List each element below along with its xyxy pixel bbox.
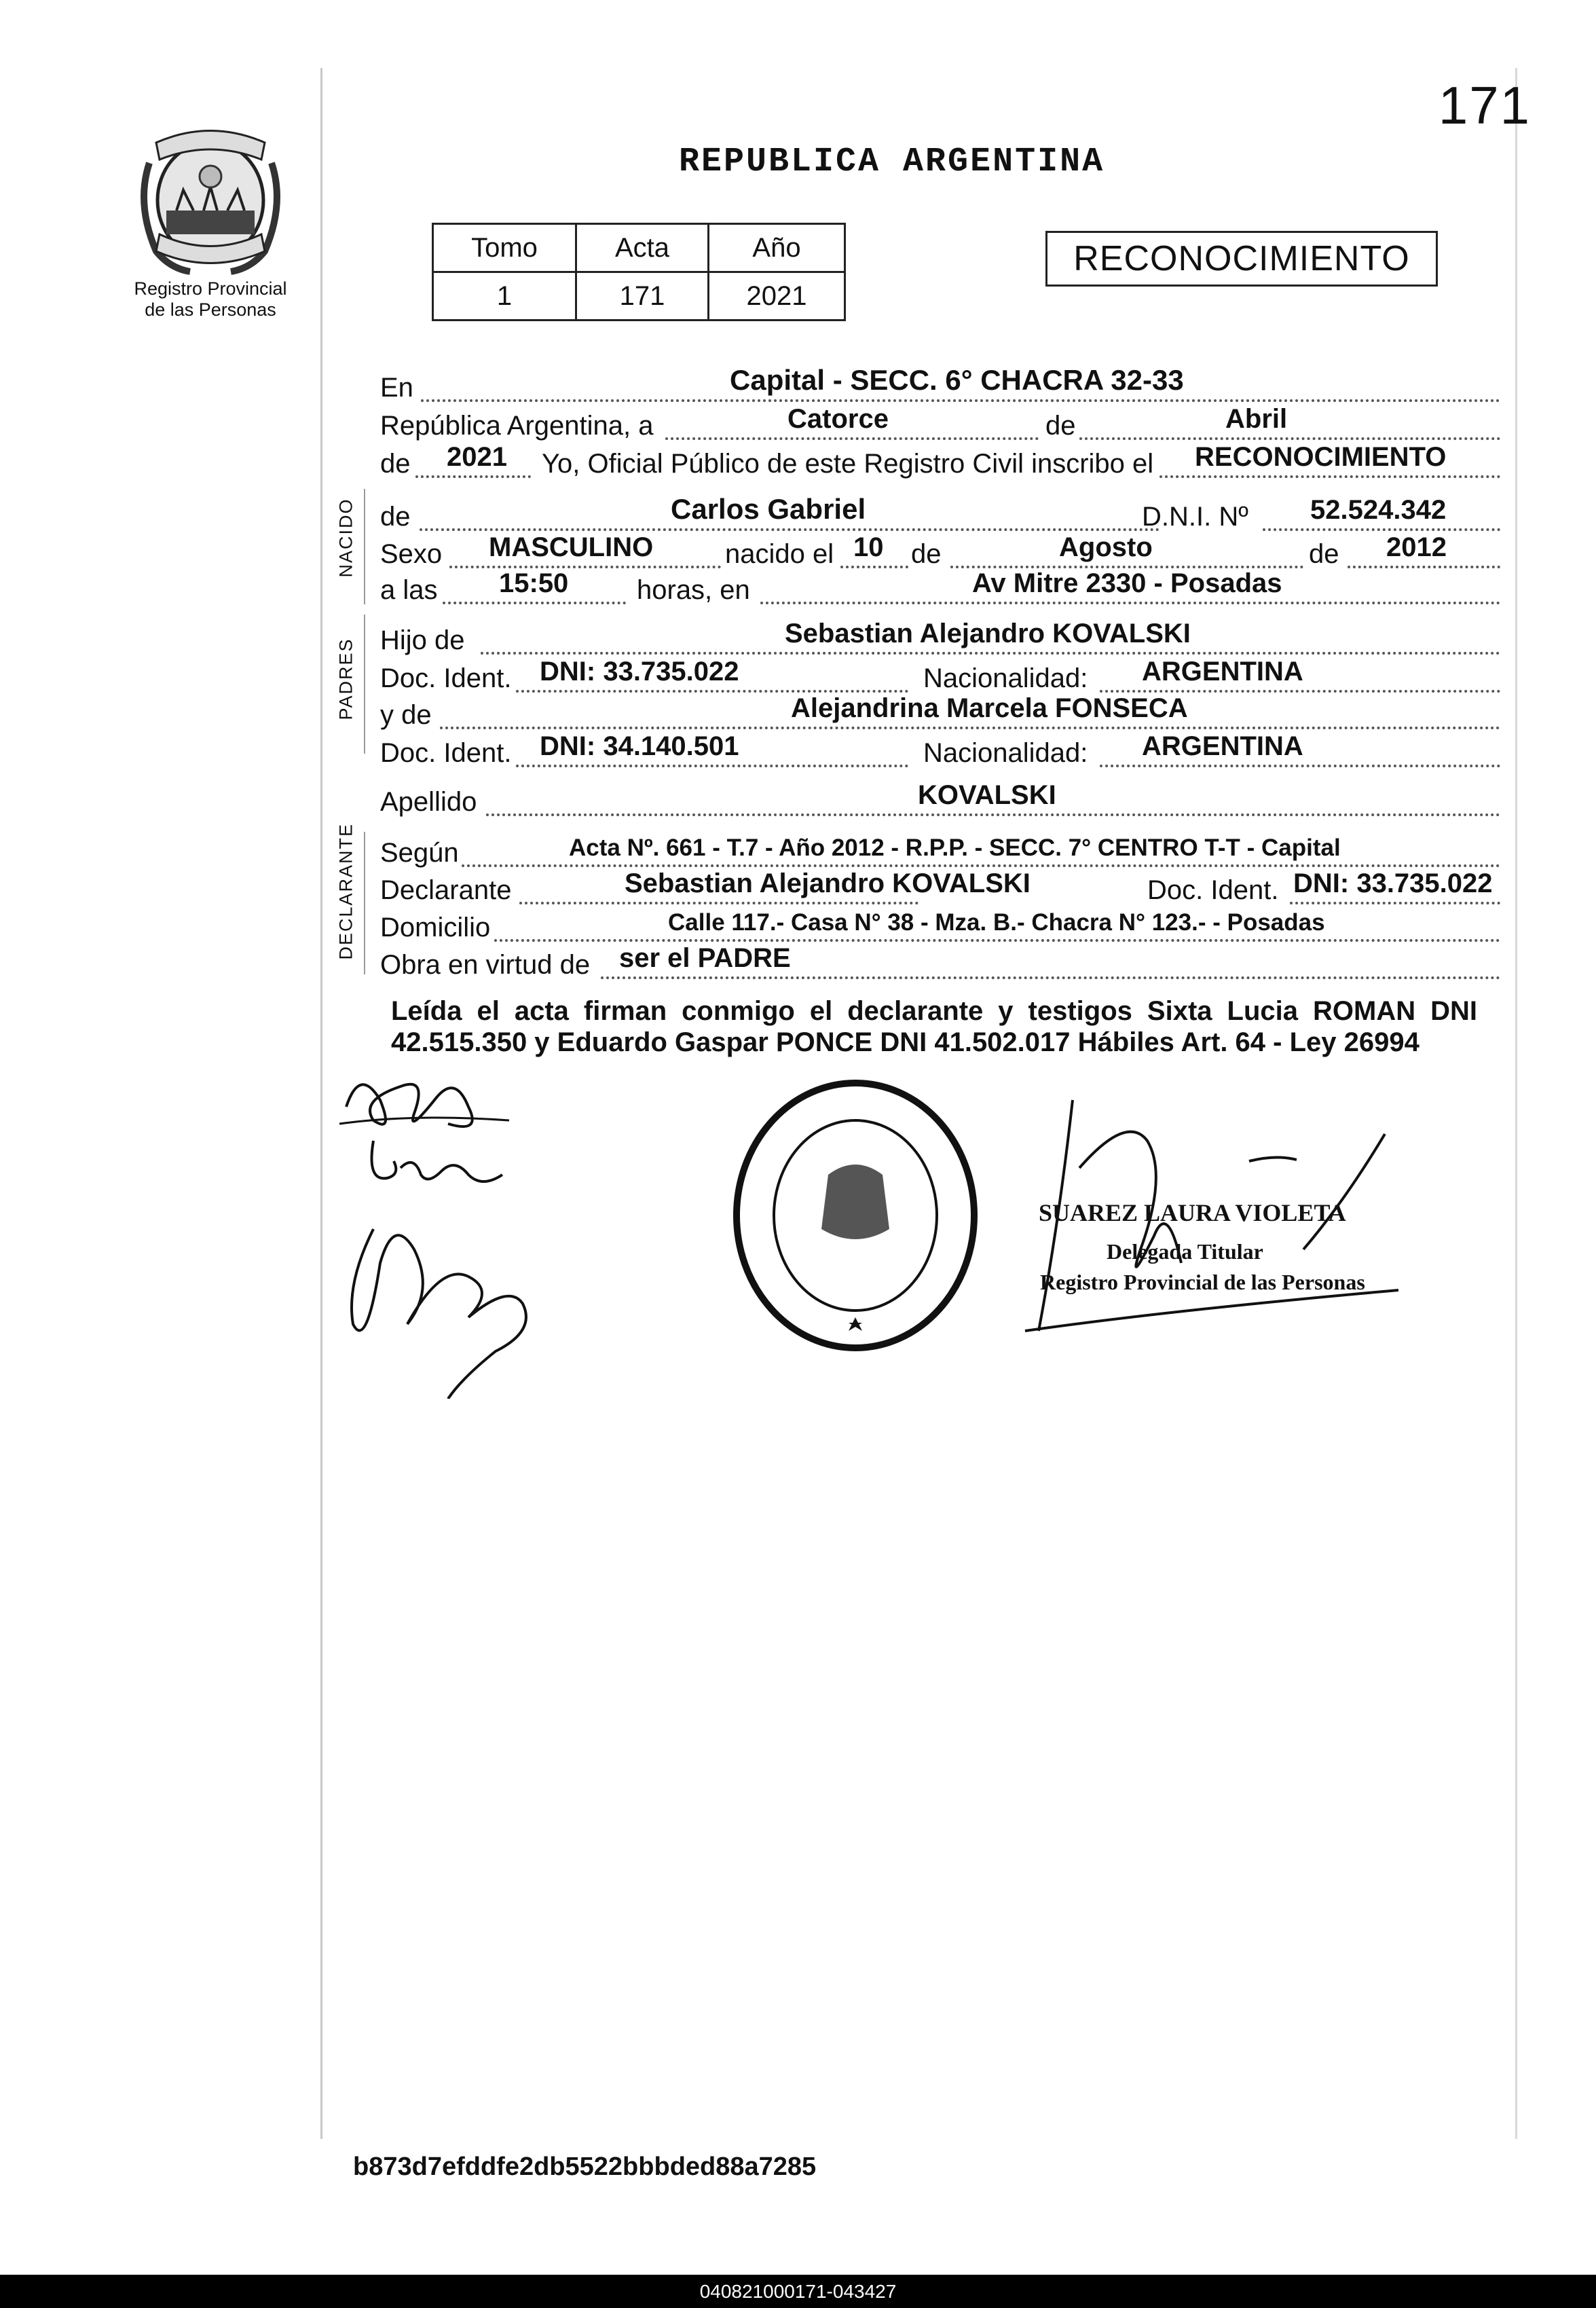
value-mother-nationality: ARGENTINA (1142, 731, 1303, 761)
label-declarante: Declarante (380, 875, 512, 905)
left-margin-rule (320, 68, 322, 2139)
volume-value-acta: 171 (576, 272, 709, 320)
label-dni: D.N.I. Nº (1142, 502, 1248, 532)
volume-table (432, 223, 846, 321)
label-hijo: Hijo de (380, 625, 465, 655)
section-label-nacido: NACIDO (335, 498, 356, 578)
row-place (380, 364, 1500, 405)
country-title: REPUBLICA ARGENTINA (679, 143, 1105, 181)
label-a-las: a las (380, 575, 438, 605)
witness-signatures (333, 1059, 577, 1399)
label-horas: horas, en (637, 575, 750, 605)
value-father-name: Sebastian Alejandro KOVALSKI (785, 619, 1191, 648)
value-surname: KOVALSKI (918, 780, 1056, 810)
row-according-to (380, 832, 1500, 870)
label-mother-doc: Doc. Ident. (380, 738, 512, 768)
label-birth-de1: de (911, 539, 942, 569)
label-officer-text: Yo, Oficial Público de este Registro Civil inscribo el (542, 449, 1154, 479)
closing-statement: Leída el acta firman conmigo el declarante y testigos Sixta Lucia ROMAN DNI 42.515.350 y Eduardo Gaspar PONCE DNI 41.502.017 Hábiles Art. 64 - Ley 26994 (391, 996, 1477, 1057)
row-mother-doc (380, 732, 1500, 770)
row-person (380, 493, 1500, 534)
section-bar-padres (364, 615, 365, 754)
volume-header-ano: Año (709, 224, 845, 272)
value-sex: MASCULINO (489, 532, 654, 562)
volume-table-value-row (433, 272, 845, 320)
label-declarant-doc: Doc. Ident. (1147, 875, 1279, 905)
row-date (380, 405, 1500, 443)
label-obra: Obra en virtud de (380, 950, 591, 980)
label-nacido: nacido el (725, 539, 834, 569)
registrar-office: Registro Provincial de las Personas (1040, 1270, 1365, 1294)
dotted-line (1079, 410, 1500, 440)
value-month: Abril (1225, 404, 1288, 434)
label-birth-de2: de (1309, 539, 1339, 569)
value-birth-year: 2012 (1386, 532, 1447, 562)
label-de-year: de (380, 449, 411, 479)
value-acting-as: ser el PADRE (619, 943, 791, 973)
row-acting-as (380, 944, 1500, 982)
value-according-to: Acta Nº. 661 - T.7 - Año 2012 - R.P.P. - SECC. 7° CENTRO T-T - Capital (569, 835, 1341, 861)
registrar-role: Delegada Titular (1107, 1239, 1263, 1264)
label-y-de: y de (380, 700, 432, 730)
registrar-name: SUAREZ LAURA VIOLETA (1039, 1199, 1346, 1226)
section-label-padres: PADRES (335, 638, 356, 720)
value-address: Calle 117.- Casa N° 38 - Mza. B.- Chacra N° 123.- - Posadas (668, 909, 1325, 936)
volume-value-ano: 2021 (709, 272, 845, 320)
official-seal-stamp (720, 1073, 991, 1358)
section-label-declarante: DECLARANTE (335, 822, 356, 960)
volume-header-tomo: Tomo (433, 224, 576, 272)
value-declarant-doc: DNI: 33.735.022 (1293, 868, 1493, 898)
volume-header-acta: Acta (576, 224, 709, 272)
document-hash: b873d7efddfe2db5522bbbded88a7285 (353, 2153, 817, 2181)
value-person-name: Carlos Gabriel (671, 493, 866, 525)
label-de-person: de (380, 502, 411, 532)
value-declarant-name: Sebastian Alejandro KOVALSKI (625, 868, 1031, 898)
row-father (380, 619, 1500, 657)
value-father-nationality: ARGENTINA (1142, 657, 1303, 686)
section-bar-nacido (364, 489, 365, 604)
label-de: de (1045, 411, 1076, 441)
row-birth-time (380, 569, 1500, 607)
label-republica: República Argentina, a (380, 411, 654, 441)
label-father-doc: Doc. Ident. (380, 663, 512, 693)
value-birth-place: Av Mitre 2330 - Posadas (972, 568, 1282, 598)
row-surname (380, 781, 1500, 819)
section-bar-declarante (364, 832, 365, 974)
row-declarant (380, 869, 1500, 907)
row-year (380, 443, 1500, 481)
footer-code: 040821000171-043427 (699, 2281, 897, 2302)
label-sexo: Sexo (380, 539, 443, 569)
label-segun: Según (380, 838, 459, 868)
act-type-box: RECONOCIMIENTO (1045, 231, 1438, 287)
right-margin-rule (1515, 68, 1517, 2139)
value-place: Capital - SECC. 6° CHACRA 32-33 (730, 364, 1184, 396)
volume-table-header-row (433, 224, 845, 272)
value-mother-doc: DNI: 34.140.501 (540, 731, 739, 761)
province-emblem-logo (129, 122, 292, 278)
label-en: En (380, 373, 413, 403)
issuer-caption-line2: de las Personas (145, 299, 276, 320)
value-mother-name: Alejandrina Marcela FONSECA (791, 693, 1188, 723)
issuer-caption-line1: Registro Provincial (134, 278, 287, 299)
value-birth-time: 15:50 (499, 568, 569, 598)
label-father-nationality: Nacionalidad: (923, 663, 1088, 693)
volume-value-tomo: 1 (433, 272, 576, 320)
row-address (380, 906, 1500, 945)
value-person-dni: 52.524.342 (1310, 495, 1447, 525)
value-birth-day: 10 (853, 532, 884, 562)
label-domicilio: Domicilio (380, 913, 491, 942)
label-mother-nationality: Nacionalidad: (923, 738, 1088, 768)
value-act-inscribed: RECONOCIMIENTO (1195, 442, 1447, 472)
value-year: 2021 (447, 442, 507, 472)
value-day-words: Catorce (787, 404, 889, 434)
footer-code-bar (0, 2275, 1596, 2308)
issuer-caption (109, 278, 312, 320)
row-sex-birth (380, 533, 1500, 571)
value-father-doc: DNI: 33.735.022 (540, 657, 739, 686)
page-number: 171 (1438, 75, 1531, 135)
label-apellido: Apellido (380, 787, 477, 817)
row-mother (380, 694, 1500, 732)
row-father-doc (380, 657, 1500, 695)
value-birth-month: Agosto (1059, 532, 1153, 562)
